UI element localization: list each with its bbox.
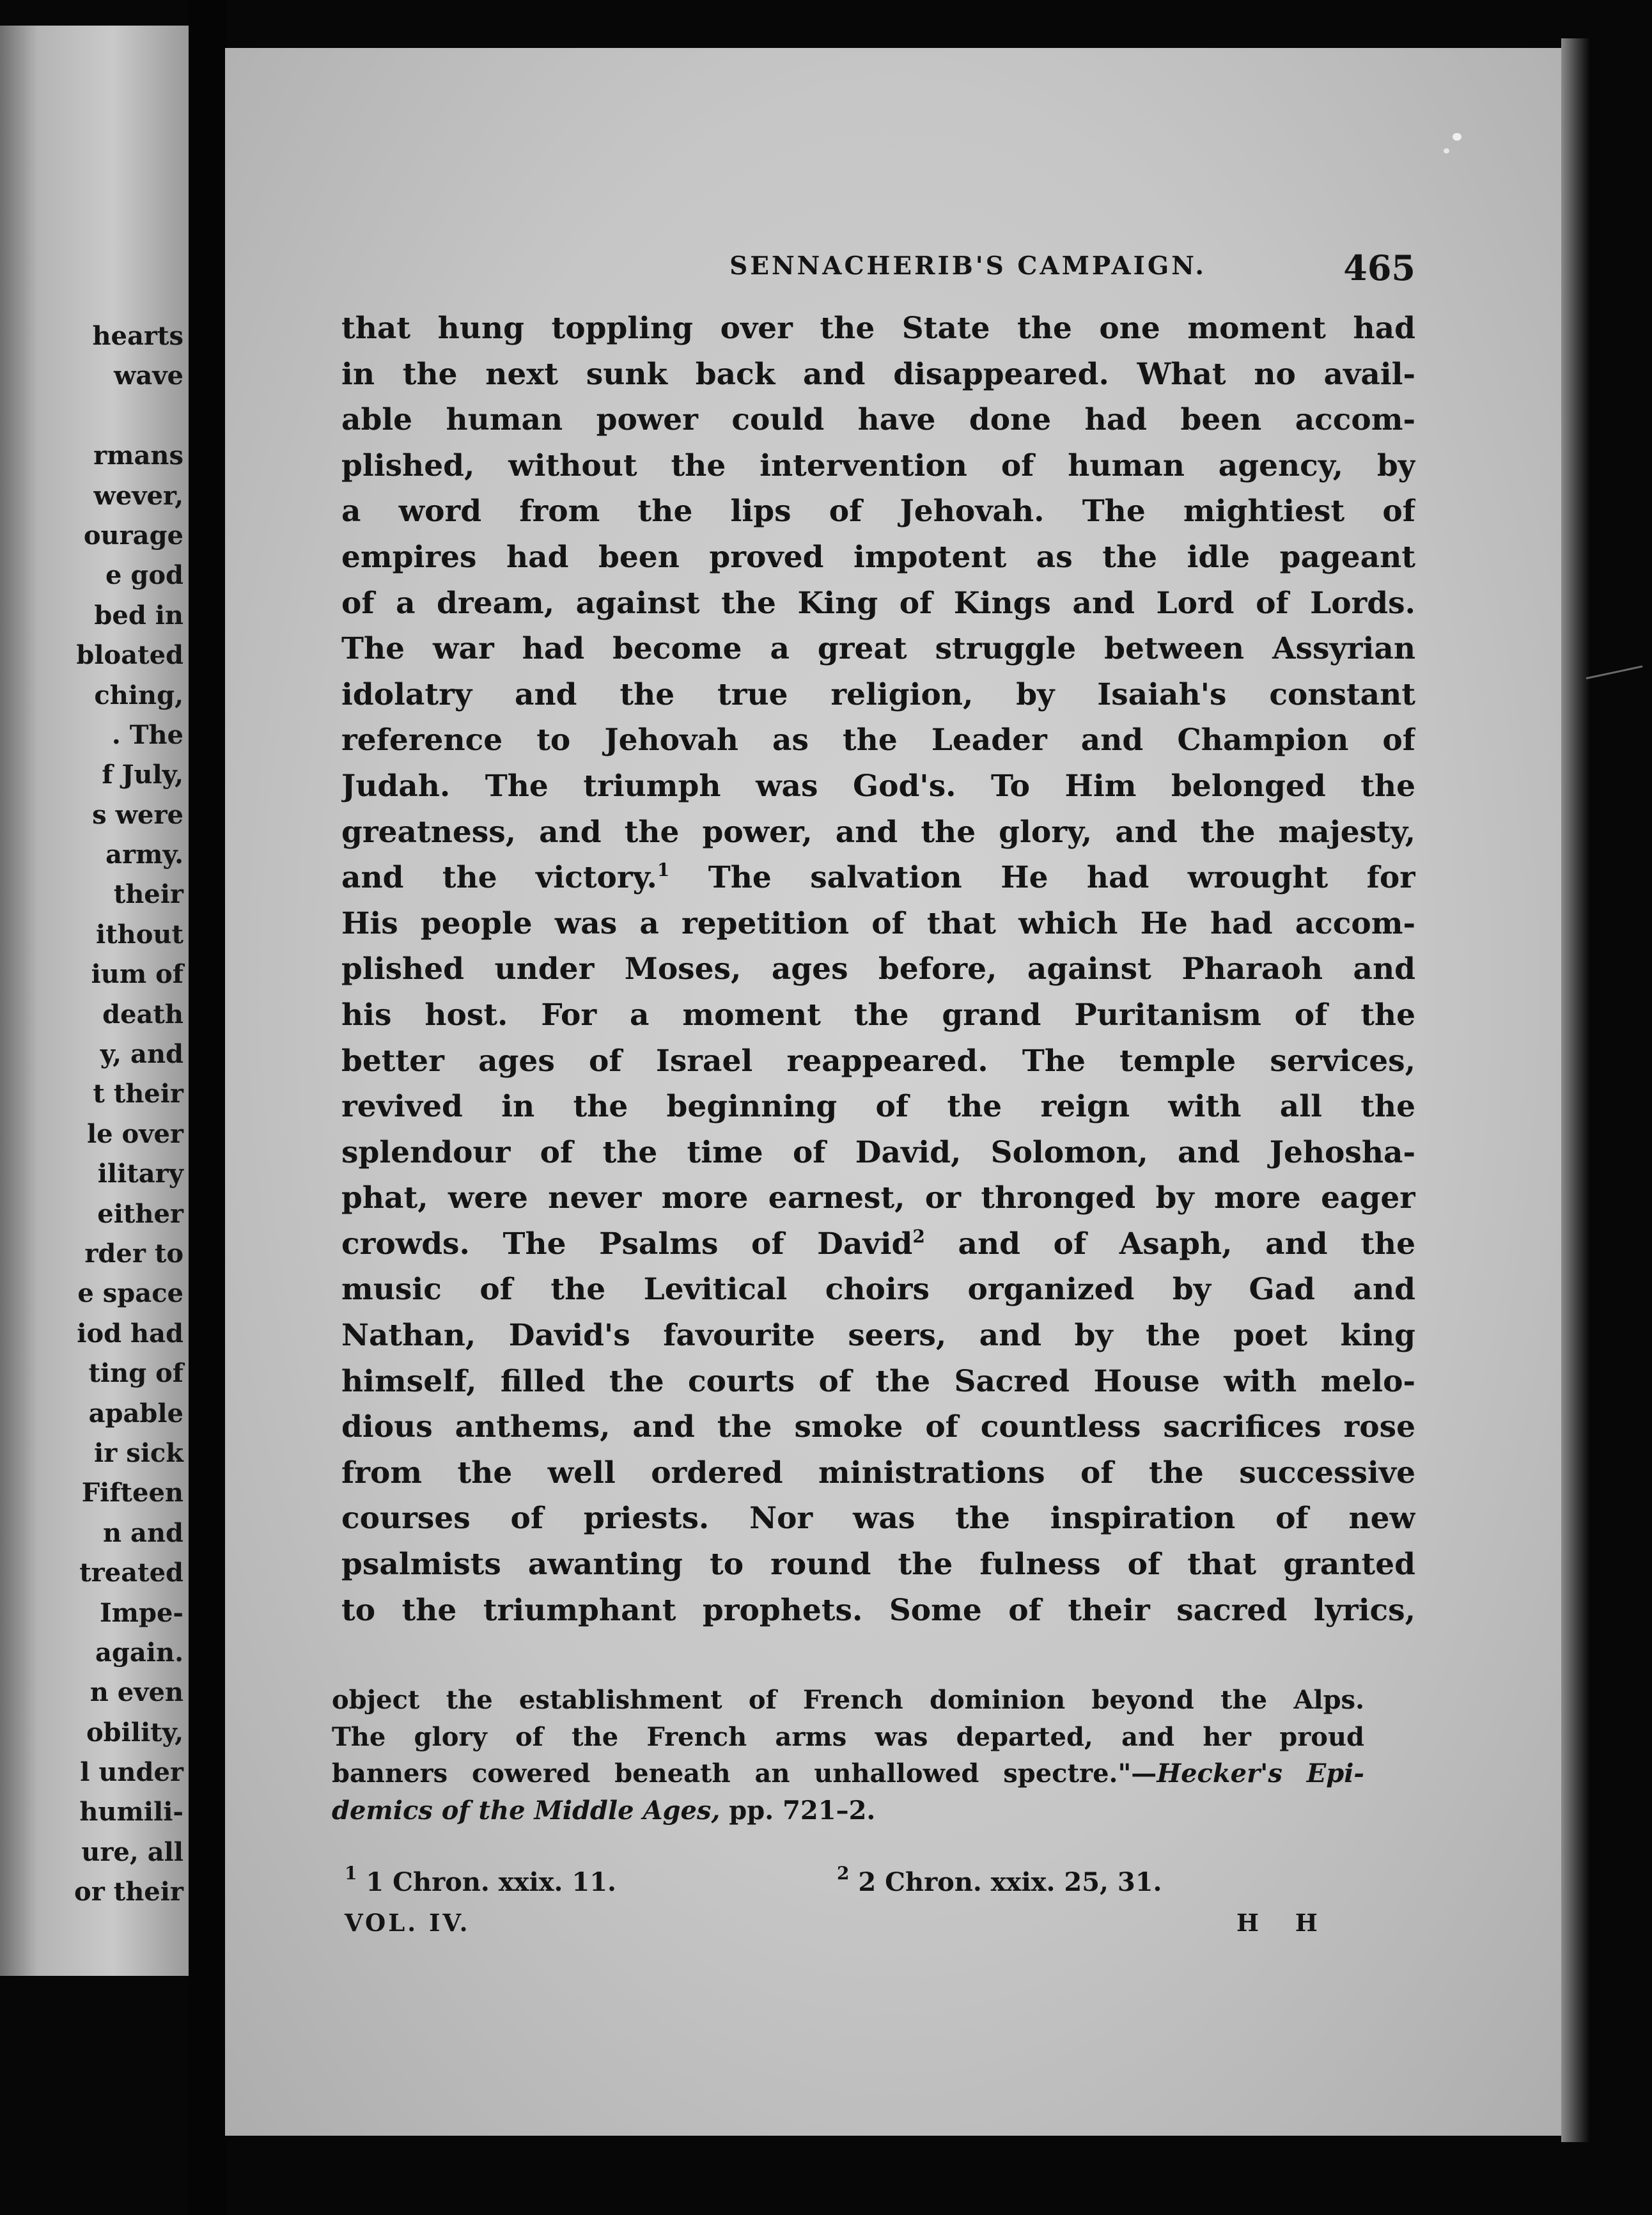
footnote-continuation (332, 1682, 1364, 1829)
previous-page-line: treated (79, 1558, 183, 1588)
running-head (341, 247, 1415, 292)
body-line: Judah. The triumph was God's. To Him belonged the (341, 768, 1415, 804)
footnote-line (332, 1755, 1364, 1792)
previous-page-line: rmans (93, 441, 183, 471)
body-line-start: crowds. The Psalms of David (341, 1226, 913, 1262)
body-line: himself, filled the courts of the Sacred House with melo- (341, 1363, 1415, 1399)
previous-page-line: or their (74, 1877, 183, 1907)
previous-page-line: f July, (102, 760, 183, 790)
previous-page-line: again. (95, 1637, 183, 1668)
body-line: splendour of the time of David, Solomon, and Jehosha- (341, 1134, 1415, 1170)
body-line: better ages of Israel reappeared. The temple services, (341, 1043, 1415, 1079)
previous-page-line: rder to (84, 1238, 183, 1269)
previous-page-line: l under (80, 1757, 183, 1788)
previous-page-text (0, 317, 183, 1913)
previous-page-line: s were (92, 799, 183, 830)
footnote-1 (345, 1863, 616, 1897)
footnote-marker: 2 (912, 1225, 925, 1247)
previous-page-line: bed in (94, 600, 183, 630)
previous-page-line (0, 396, 183, 436)
book-page (225, 48, 1561, 2136)
footnote-line (332, 1792, 1364, 1829)
body-line: empires had been proved impotent as the idle pageant (341, 539, 1415, 575)
body-line: plished under Moses, ages before, against Pharaoh and (341, 951, 1415, 987)
citation-text: Hecker's Epi- (1157, 1758, 1364, 1788)
previous-page-line: le over (86, 1118, 183, 1149)
footnote-marker: 1 (657, 859, 670, 881)
previous-page-line: Fifteen (81, 1478, 183, 1508)
footnote-2-marker: 2 (837, 1863, 850, 1884)
body-line: dious anthems, and the smoke of countless sacrifices rose (341, 1409, 1415, 1445)
body-line: able human power could have done had been accom- (341, 402, 1415, 438)
previous-page-line: hearts (92, 321, 183, 351)
previous-page-line: e god (105, 560, 183, 591)
body-line: His people was a repetition of that which He had accom- (341, 905, 1415, 941)
signature-mark: H H (1236, 1909, 1332, 1937)
running-title: SENNACHERIB'S CAMPAIGN. (729, 251, 1206, 281)
previous-page-line: wave (113, 361, 183, 391)
previous-page-line: ure, all (81, 1836, 183, 1867)
previous-page-line: humili- (79, 1797, 183, 1828)
footnote-line: The glory of the French arms was departed, and her proud (332, 1721, 1364, 1752)
body-line: his host. For a moment the grand Puritanism of the (341, 997, 1415, 1033)
body-line: psalmists awanting to round the fulness of that granted (341, 1547, 1415, 1583)
volume-mark: VOL. IV. (345, 1909, 471, 1937)
body-line: Nathan, David's favourite seers, and by the poet king (341, 1318, 1415, 1354)
previous-page-line: bloated (76, 640, 183, 671)
previous-page-line: death (102, 999, 183, 1029)
body-text (341, 306, 1415, 1633)
previous-page-line: their (113, 879, 183, 910)
body-line: idolatry and the true religion, by Isaiah's constant (341, 677, 1415, 712)
body-line-end: The salvation He had wrought for (669, 860, 1415, 896)
previous-page-line: ching, (94, 680, 183, 710)
previous-page-line: obility, (86, 1717, 183, 1748)
body-line: music of the Levitical choirs organized by Gad and (341, 1272, 1415, 1308)
body-line-start: and the victory. (341, 860, 657, 896)
footnote-1-marker: 1 (345, 1863, 357, 1884)
body-line-with-note (341, 1221, 1415, 1267)
previous-page-line: n and (103, 1517, 183, 1548)
previous-page-line: wever, (93, 480, 183, 511)
footnote-line: object the establishment of French dominion beyond the Alps. (332, 1685, 1364, 1715)
previous-page-line: apable (88, 1398, 183, 1428)
scan-speck (1444, 148, 1449, 153)
body-line: plished, without the intervention of human agency, by (341, 448, 1415, 483)
page-number: 465 (1343, 247, 1415, 288)
scan-speck (1453, 133, 1461, 141)
previous-page-line: ourage (83, 520, 183, 551)
footnote-text: banners cowered beneath an unhallowed spectre."— (332, 1758, 1157, 1788)
body-line: courses of priests. Nor was the inspiration of new (341, 1501, 1415, 1537)
previous-page-line: either (97, 1198, 183, 1229)
page-edge-shadow (1561, 38, 1589, 2142)
previous-page-line: t their (93, 1079, 183, 1109)
previous-page-line: n even (90, 1677, 183, 1708)
previous-page-line: ilitary (97, 1159, 183, 1189)
footnote-1-text: 1 Chron. xxix. 11. (357, 1867, 616, 1897)
citation-text: demics of the Middle Ages, (332, 1795, 721, 1826)
body-line: greatness, and the power, and the glory, and the majesty, (341, 814, 1415, 850)
previous-page-line: ium of (91, 959, 183, 990)
body-line: phat, were never more earnest, or thronged by more eager (341, 1180, 1415, 1216)
body-line-with-note (341, 855, 1415, 901)
footnote-2 (837, 1863, 1162, 1897)
signature-line (341, 1909, 1415, 1947)
body-line: that hung toppling over the State the one moment had (341, 311, 1415, 346)
previous-page-line: army. (105, 840, 183, 870)
previous-page-line: ir sick (94, 1437, 183, 1468)
previous-page-line: Impe- (99, 1597, 183, 1628)
body-line: The war had become a great struggle between Assyrian (341, 631, 1415, 667)
body-line-end: and of Asaph, and the (924, 1226, 1415, 1262)
book-gutter (189, 0, 227, 2215)
previous-page-line: ting of (88, 1358, 183, 1389)
previous-page-line: iod had (77, 1318, 183, 1349)
body-line: revived in the beginning of the reign with all the (341, 1089, 1415, 1125)
citation-pages: pp. 721–2. (720, 1795, 876, 1826)
footnote-2-text: 2 Chron. xxix. 25, 31. (849, 1867, 1162, 1897)
footnote-references (341, 1863, 1415, 1906)
body-line: reference to Jehovah as the Leader and Champion of (341, 723, 1415, 758)
previous-page-fragment (0, 26, 189, 1976)
body-line: from the well ordered ministrations of the successive (341, 1455, 1415, 1491)
scan-scratch (1586, 666, 1643, 680)
previous-page-line: . The (111, 719, 183, 750)
body-line: to the triumphant prophets. Some of their sacred lyrics, (341, 1592, 1415, 1628)
previous-page-line: y, and (100, 1039, 183, 1070)
previous-page-line: ithout (96, 919, 183, 950)
body-line: in the next sunk back and disappeared. What no avail- (341, 356, 1415, 392)
body-line: of a dream, against the King of Kings and Lord of Lords. (341, 585, 1415, 621)
previous-page-line: e space (77, 1278, 183, 1309)
body-line: a word from the lips of Jehovah. The mightiest of (341, 494, 1415, 529)
